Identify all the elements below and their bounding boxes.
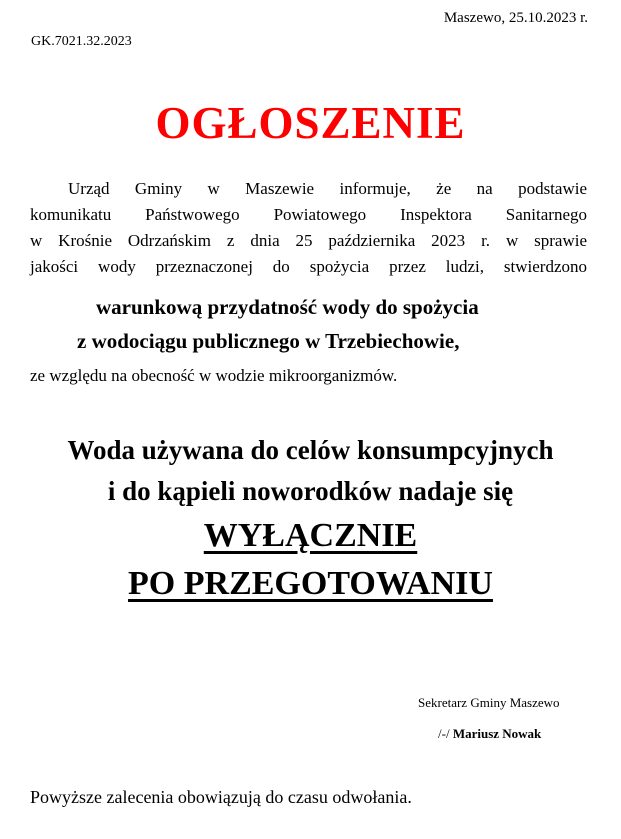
emphasis-after-boiling: PO PRZEGOTOWANIU xyxy=(128,565,493,602)
intro-line: w Krośnie Odrzańskim z dnia 25 października 2023 r. w sprawie xyxy=(30,231,587,250)
emphasis-exclusively: WYŁĄCZNIE xyxy=(203,517,418,554)
warning-line-1: Woda używana do celów konsumpcyjnych xyxy=(67,435,554,465)
finding-line-1: warunkową przydatność wody do spożycia xyxy=(96,295,479,319)
signature-role: Sekretarz Gminy Maszewo xyxy=(418,695,560,710)
intro-paragraph xyxy=(30,176,587,280)
announcement-title: OGŁOSZENIE xyxy=(155,98,466,148)
intro-line: jakości wody przeznaczonej do spożycia przez ludzi, stwierdzono xyxy=(30,257,587,276)
reason-text: ze względu na obecność w wodzie mikroorganizmów. xyxy=(30,366,398,385)
signature-name: Mariusz Nowak xyxy=(452,726,542,741)
warning-line-2: i do kąpieli noworodków nadaje się xyxy=(107,476,514,506)
document-date: Maszewo, 25.10.2023 r. xyxy=(443,10,588,26)
finding-line-2: z wodociągu publicznego w Trzebiechowie, xyxy=(77,329,460,353)
intro-line: Urząd Gminy w Maszewie informuje, że na podstawie xyxy=(68,179,587,198)
footer-note: Powyższe zalecenia obowiązują do czasu odwołania. xyxy=(30,787,412,807)
reference-number: GK.7021.32.2023 xyxy=(31,34,132,49)
signature-block xyxy=(438,726,541,742)
intro-line: komunikatu Państwowego Powiatowego Inspektora Sanitarnego xyxy=(30,205,587,224)
signature-prefix: /-/ xyxy=(438,726,450,741)
